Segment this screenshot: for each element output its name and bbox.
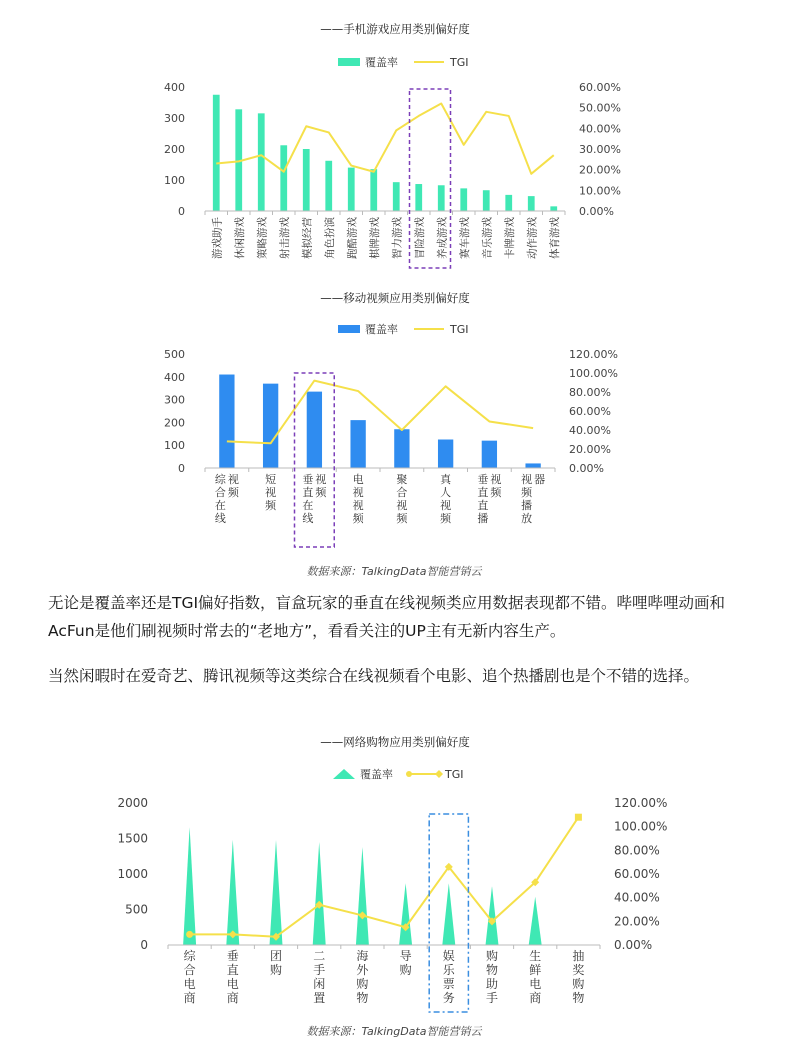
tgi-point (186, 931, 193, 938)
y2-tick-label: 0.00% (614, 938, 653, 952)
chart-title: ——移动视频应用类别偏好度 (320, 291, 470, 305)
coverage-bar (393, 182, 400, 211)
y2-tick-label: 120.00% (569, 348, 618, 361)
category-label: 电视视频 (352, 473, 364, 525)
coverage-bar (303, 149, 310, 211)
legend-label-coverage: 覆盖率 (365, 56, 398, 69)
coverage-bar (325, 161, 332, 211)
category-label: 游戏助手 (211, 217, 224, 259)
y-tick-label: 300 (164, 112, 185, 125)
mobile-game-preference-chart (0, 0, 788, 285)
y-tick-label: 0 (178, 462, 185, 475)
category-label: 视频 (227, 473, 239, 499)
y2-tick-label: 20.00% (569, 443, 611, 456)
coverage-bar (482, 441, 497, 468)
coverage-bar (438, 185, 445, 211)
coverage-bar (528, 196, 535, 211)
y-tick-label: 400 (164, 81, 185, 94)
coverage-peak (356, 847, 369, 945)
y2-tick-label: 50.00% (579, 101, 621, 115)
coverage-bar (213, 95, 220, 211)
y2-tick-label: 100.00% (614, 819, 668, 834)
y-tick-label: 400 (164, 370, 185, 384)
category-label: 短视频 (265, 473, 277, 512)
coverage-peak (270, 840, 283, 945)
coverage-bar (525, 463, 540, 468)
legend-swatch-coverage (333, 769, 355, 779)
coverage-bar (550, 206, 557, 211)
tgi-line (216, 104, 554, 174)
y-tick-label: 2000 (117, 796, 148, 810)
coverage-bar (307, 392, 322, 468)
category-label: 综合电商 (183, 949, 196, 1005)
category-label: 动作游戏 (526, 217, 539, 259)
y-tick-label: 200 (164, 143, 185, 156)
category-label: 模拟经营 (301, 217, 314, 259)
coverage-bar (370, 169, 377, 211)
category-label: 聚合视频 (396, 473, 408, 525)
tgi-point (575, 814, 582, 821)
coverage-bar (415, 184, 422, 211)
category-label: 跑酷游戏 (346, 217, 359, 259)
category-label: 垂直直播 (477, 473, 489, 525)
category-label: 综合在线 (214, 473, 226, 525)
coverage-bar (280, 145, 287, 211)
y2-tick-label: 40.00% (614, 890, 660, 905)
category-label: 娱乐票务 (442, 949, 455, 1005)
y2-tick-label: 80.00% (614, 843, 660, 858)
coverage-bar (460, 188, 467, 211)
online-shopping-preference-chart (0, 730, 788, 1020)
y-tick-label: 0 (178, 205, 185, 218)
category-label: 体育游戏 (548, 217, 561, 259)
chart-title: ——网络购物应用类别偏好度 (320, 735, 470, 749)
coverage-bar (394, 429, 409, 468)
legend-label-coverage: 覆盖率 (360, 768, 393, 781)
coverage-bar (263, 384, 278, 468)
y-tick-label: 0 (140, 938, 148, 952)
coverage-bar (348, 168, 355, 211)
coverage-peak (313, 842, 326, 945)
coverage-bar (483, 190, 490, 211)
coverage-peak (226, 840, 239, 945)
data-source-note: 数据来源：TalkingData智能营销云 (306, 565, 482, 578)
chart-title: ——手机游戏应用类别偏好度 (320, 22, 470, 36)
category-label: 真人视频 (440, 473, 452, 525)
category-label: 海外购物 (356, 949, 369, 1005)
y-tick-label: 500 (164, 348, 185, 361)
y-tick-label: 100 (164, 174, 185, 187)
category-label: 导购 (399, 949, 412, 977)
y2-tick-label: 20.00% (614, 914, 660, 929)
category-label: 休闲游戏 (233, 217, 246, 259)
category-label: 器 (534, 473, 546, 486)
y2-tick-label: 60.00% (614, 867, 660, 881)
y2-tick-label: 10.00% (579, 184, 621, 198)
category-label: 冒险游戏 (413, 217, 426, 259)
y2-tick-label: 80.00% (569, 386, 611, 399)
y2-tick-label: 60.00% (569, 405, 611, 418)
legend-label-tgi: TGI (450, 56, 469, 69)
y2-tick-label: 100.00% (569, 367, 618, 380)
y2-tick-label: 0.00% (569, 462, 604, 475)
coverage-peak (183, 827, 196, 945)
y-tick-label: 100 (164, 439, 185, 453)
category-label: 卡牌游戏 (503, 217, 516, 259)
category-label: 赛车游戏 (458, 217, 471, 259)
coverage-peak (399, 883, 412, 945)
paragraph-1: 无论是覆盖率还是TGI偏好指数，盲盒玩家的垂直在线视频类应用数据表现都不错。哔哩哔哩动画和AcFun是他们刷视频时常去的“老地方”，看看关注的UP主有无新内容生产。 (48, 594, 726, 640)
category-label: 二手闲置 (313, 949, 326, 1005)
category-label: 策略游戏 (256, 217, 269, 259)
y2-tick-label: 30.00% (579, 143, 621, 156)
category-label: 垂直在线 (302, 473, 314, 525)
category-label: 生鲜电商 (529, 949, 542, 1005)
category-label: 视频 (315, 473, 327, 499)
y-tick-label: 200 (164, 416, 185, 430)
coverage-bar (438, 440, 453, 469)
legend-marker-tgi (406, 771, 412, 777)
y-tick-label: 1000 (117, 867, 148, 881)
y-tick-label: 500 (125, 902, 148, 917)
category-label: 视频播放 (521, 473, 533, 525)
y-tick-label: 1500 (117, 831, 148, 846)
legend-label-coverage: 覆盖率 (365, 323, 398, 336)
category-label: 购物助手 (485, 949, 499, 1005)
y2-tick-label: 40.00% (579, 122, 621, 136)
category-label: 棋牌游戏 (368, 217, 381, 259)
coverage-peak (529, 897, 542, 945)
y2-tick-label: 0.00% (579, 205, 614, 218)
coverage-bar (219, 375, 234, 468)
legend-label-tgi: TGI (450, 323, 469, 336)
legend-swatch-coverage (338, 58, 360, 66)
category-label: 音乐游戏 (481, 217, 494, 259)
coverage-peak (442, 883, 455, 945)
y-tick-label: 300 (164, 393, 185, 407)
data-source-note-2: 数据来源：TalkingData智能营销云 (306, 1025, 482, 1038)
coverage-bar (505, 195, 512, 211)
y2-tick-label: 120.00% (614, 796, 668, 810)
category-label: 视频 (490, 473, 502, 499)
coverage-bar (258, 113, 265, 211)
category-label: 抽奖购物 (572, 949, 585, 1005)
legend-swatch-coverage (338, 325, 360, 333)
legend-marker-tgi (435, 770, 443, 778)
mobile-video-preference-chart (0, 285, 788, 560)
tgi-line (190, 817, 579, 937)
category-label: 角色扮演 (323, 217, 336, 259)
y2-tick-label: 40.00% (569, 424, 611, 437)
y2-tick-label: 60.00% (579, 81, 621, 94)
category-label: 养成游戏 (436, 217, 449, 259)
category-label: 射击游戏 (278, 217, 291, 259)
category-label: 团购 (269, 949, 283, 977)
category-label: 垂直电商 (226, 949, 239, 1005)
coverage-bar (350, 420, 365, 468)
paragraph-2: 当然闲暇时在爱奇艺、腾讯视频等这类综合在线视频看个电影、追个热播剧也是个不错的选择。 (48, 667, 700, 685)
category-label: 智力游戏 (391, 217, 404, 259)
legend-label-tgi: TGI (445, 768, 464, 781)
y2-tick-label: 20.00% (579, 163, 621, 177)
